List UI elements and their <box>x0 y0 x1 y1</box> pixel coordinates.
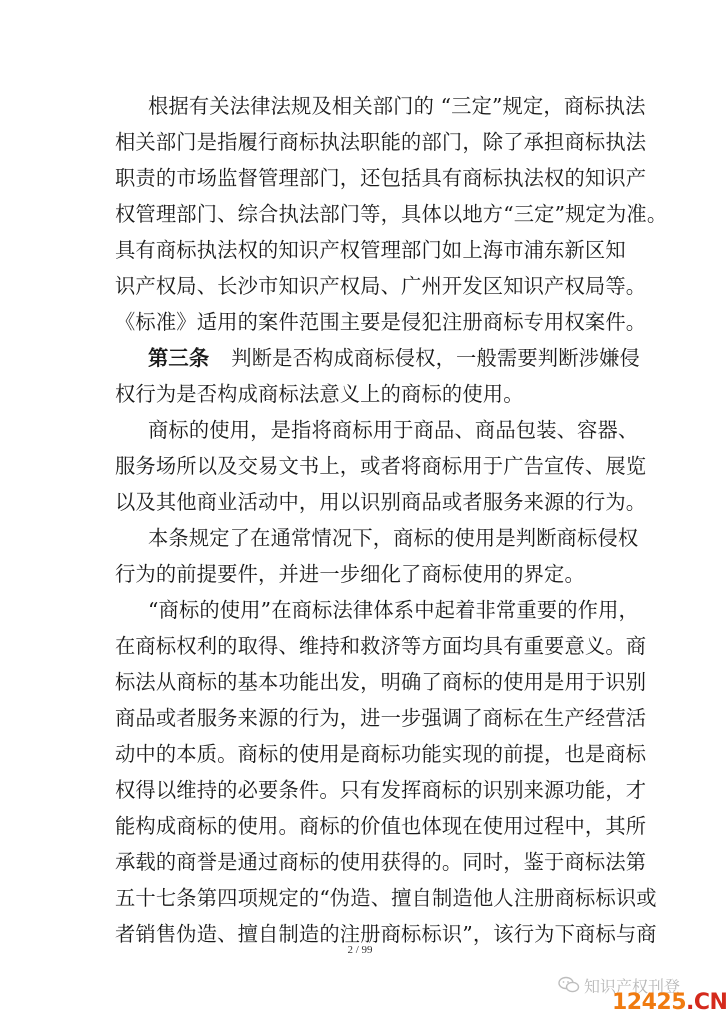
watermark-site-number: 12425 <box>612 990 687 1015</box>
paragraph-line: 根据有关法律法规及相关部门的 “三定”规定，商标执法 <box>148 94 646 118</box>
paragraph-line: 动中的本质。商标的使用是商标功能实现的前提，也是商标 <box>115 742 647 766</box>
paragraph-line: 标法从商标的基本功能出发，明确了商标的使用是用于识别 <box>115 670 647 694</box>
paragraph-line: 《标准》适用的案件范围主要是侵犯注册商标专用权案件。 <box>115 310 647 334</box>
paragraph-line: 在商标权利的取得、维持和救济等方面均具有重要意义。商 <box>115 634 647 658</box>
paragraph-line: 相关部门是指履行商标执法职能的部门，除了承担商标执法 <box>115 130 647 154</box>
paragraph-line: 以及其他商业活动中，用以识别商品或者服务来源的行为。 <box>115 490 647 514</box>
paragraph-line: 五十七条第四项规定的“伪造、擅自制造他人注册商标标识或 <box>115 886 657 910</box>
paragraph-line: 承载的商誉是通过商标的使用获得的。同时，鉴于商标法第 <box>115 850 647 874</box>
page-number: 2 / 99 <box>347 944 373 956</box>
article-line <box>148 343 640 373</box>
paragraph-line: 商标的使用，是指将商标用于商品、商品包装、容器、 <box>148 418 639 442</box>
article-text: 判断是否构成商标侵权，一般需要判断涉嫌侵 <box>231 346 640 370</box>
paragraph-line: 能构成商标的使用。商标的价值也体现在使用过程中，其所 <box>115 814 647 838</box>
paragraph-line: 行为的前提要件，并进一步细化了商标使用的界定。 <box>115 562 585 586</box>
watermark-site <box>612 990 727 1015</box>
paragraph-line: 职责的市场监督管理部门，还包括具有商标执法权的知识产 <box>115 166 647 190</box>
paragraph-line: “商标的使用”在商标法律体系中起着非常重要的作用， <box>148 598 639 622</box>
paragraph-line: 权行为是否构成商标法意义上的商标的使用。 <box>115 382 524 406</box>
paragraph-line: 权管理部门、综合执法部门等，具体以地方“三定”规定为准。 <box>115 202 668 226</box>
paragraph-line: 商品或者服务来源的行为，进一步强调了商标在生产经营活 <box>115 706 647 730</box>
paragraph-line: 本条规定了在通常情况下，商标的使用是判断商标侵权 <box>148 526 639 550</box>
watermark-account: 知识产权刊登 <box>584 977 681 996</box>
paragraph-line: 服务场所以及交易文书上，或者将商标用于广告宣传、展览 <box>115 454 647 478</box>
watermark-site-domain: .CN <box>686 990 727 1015</box>
paragraph-line: 者销售伪造、擅自制造的注册商标标识”，该行为下商标与商 <box>115 922 657 946</box>
paragraph-line: 识产权局、长沙市知识产权局、广州开发区知识产权局等。 <box>115 274 647 298</box>
article-heading: 第三条 <box>148 346 210 370</box>
wechat-icon <box>558 976 580 994</box>
paragraph-line: 权得以维持的必要条件。只有发挥商标的识别来源功能，才 <box>115 778 647 802</box>
paragraph-line: 具有商标执法权的知识产权管理部门如上海市浦东新区知 <box>115 238 626 262</box>
